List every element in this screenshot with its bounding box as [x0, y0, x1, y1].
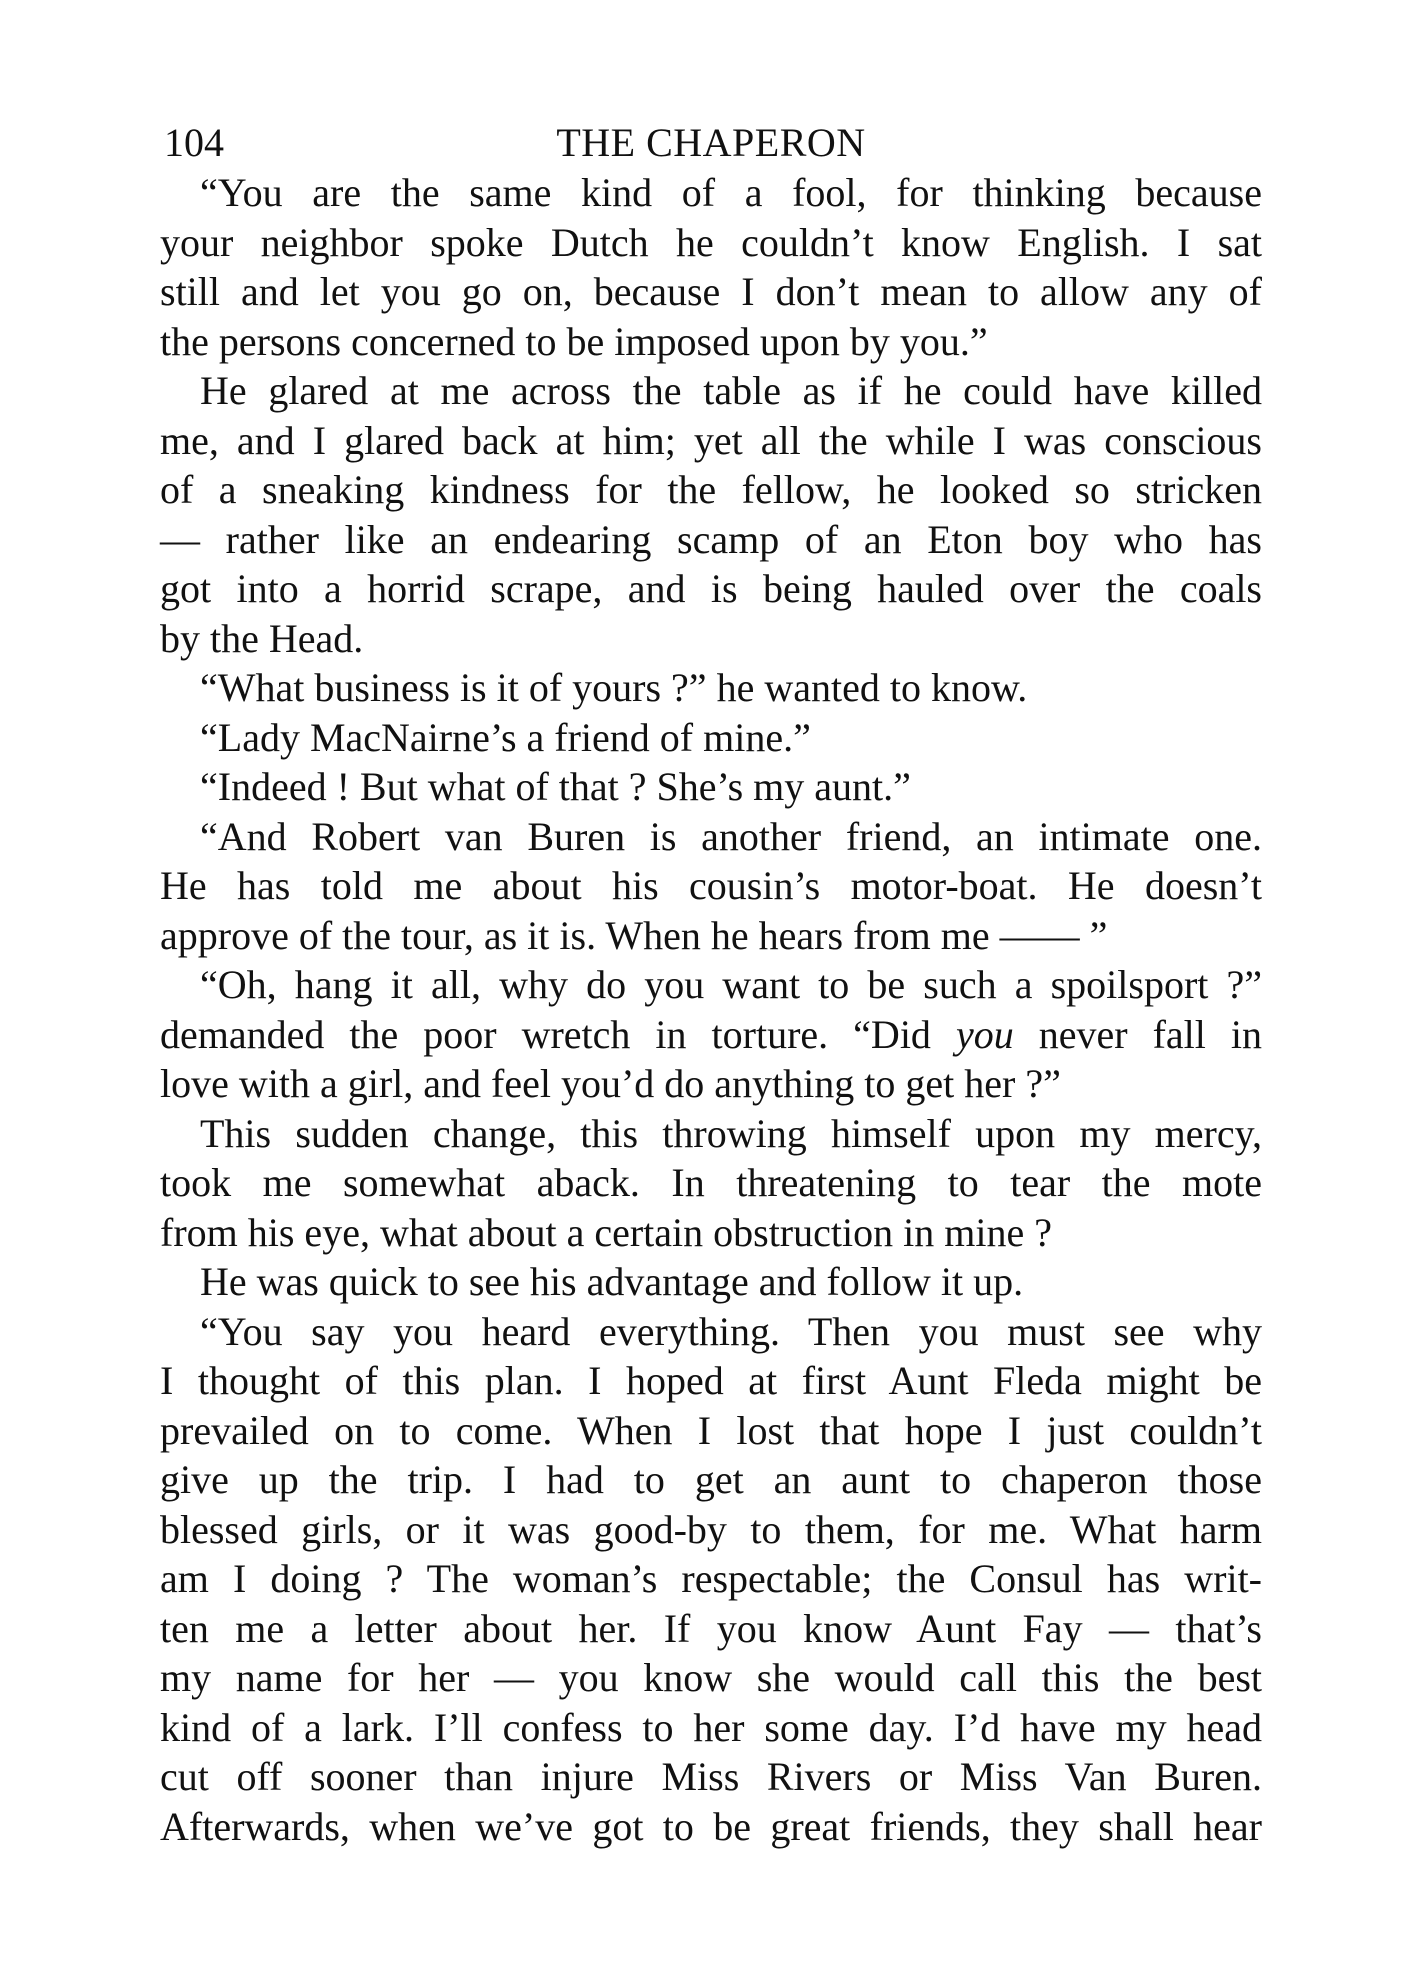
text-line: your neighbor spoke Dutch he couldn’t know English. I sat — [160, 219, 1262, 265]
text-line: — rather like an endearing scamp of an Eton boy who has — [160, 516, 1262, 562]
text-line: give up the trip. I had to get an aunt to chaperon those — [160, 1457, 1262, 1502]
text-line: He glared at me across the table as if he could have killed — [200, 368, 1262, 413]
text-line: Afterwards, when we’ve got to be great friends, they shall hear — [160, 1803, 1262, 1849]
text-line: I thought of this plan. I hoped at first Aunt Fleda might be — [160, 1358, 1262, 1403]
text-line: ten me a letter about her. If you know Aunt Fay — that’s — [160, 1605, 1262, 1651]
text-line: by the Head. — [160, 615, 364, 661]
text-line: from his eye, what about a certain obstruction in mine ? — [160, 1209, 1052, 1255]
text-line: demanded the poor wretch in torture. “Did you never fall in — [160, 1011, 1262, 1057]
text-line: prevailed on to come. When I lost that hope I just couldn’t — [160, 1407, 1262, 1453]
text-line: love with a girl, and feel you’d do anything to get her ?” — [160, 1061, 1061, 1106]
text-line: “You say you heard everything. Then you must see why — [200, 1308, 1262, 1354]
text-line: kind of a lark. I’ll confess to her some day. I’d have my head — [160, 1704, 1262, 1750]
text-line: still and let you go on, because I don’t mean to allow any of — [160, 269, 1262, 314]
running-head — [160, 118, 1262, 168]
text-line: of a sneaking kindness for the fellow, he looked so stricken — [160, 467, 1262, 512]
running-title: THE CHAPERON — [556, 120, 866, 165]
book-page — [160, 118, 1262, 1851]
text-line: my name for her — you know she would call this the best — [160, 1655, 1262, 1700]
text-line: He was quick to see his advantage and follow it up. — [200, 1259, 1024, 1304]
text-line: “Indeed ! But what of that ? She’s my aunt.” — [200, 764, 911, 809]
page-number: 104 — [164, 120, 224, 165]
text-line: This sudden change, this throwing himself upon my mercy, — [200, 1110, 1262, 1156]
text-line: approve of the tour, as it is. When he hears from me —— ” — [160, 912, 1108, 958]
text-line: He has told me about his cousin’s motor-boat. He doesn’t — [160, 863, 1262, 908]
text-line: am I doing ? The woman’s respectable; the Consul has writ- — [160, 1556, 1262, 1601]
text-line: “Lady MacNairne’s a friend of mine.” — [200, 714, 811, 760]
text-line: got into a horrid scrape, and is being hauled over the coals — [160, 566, 1262, 611]
text-line: took me somewhat aback. In threatening to tear the mote — [160, 1160, 1262, 1205]
text-line: “Oh, hang it all, why do you want to be such a spoilsport ?” — [200, 962, 1262, 1007]
text-line: blessed girls, or it was good-by to them, for me. What harm — [160, 1506, 1262, 1552]
body-text — [160, 168, 1262, 1851]
text-line: “And Robert van Buren is another friend, an intimate one. — [200, 813, 1262, 859]
text-line: me, and I glared back at him; yet all the while I was conscious — [160, 417, 1262, 463]
text-line: the persons concerned to be imposed upon by you.” — [160, 318, 988, 364]
text-line: “You are the same kind of a fool, for thinking because — [200, 170, 1262, 215]
text-line: “What business is it of yours ?” he wanted to know. — [200, 665, 1028, 710]
text-line: cut off sooner than injure Miss Rivers or Miss Van Buren. — [160, 1754, 1262, 1799]
